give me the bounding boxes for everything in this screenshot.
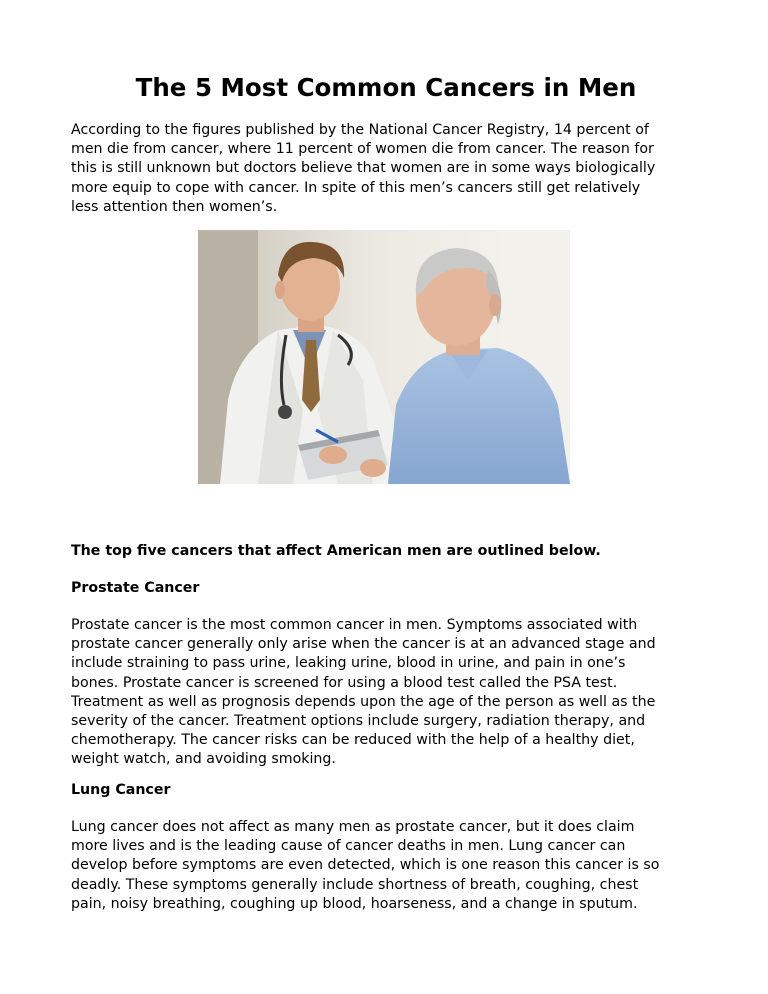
- section-body-lung: Lung cancer does not affect as many men as prostate cancer, but it does claim more lives and is the leading cause of cancer deaths in men. Lung cancer can develop before symptoms are even detected, which is one reason this cancer is so deadly. These symptoms generally include shortness of breath, coughing, chest pain, noisy breathing, coughing up blood, hoarseness, and a change in sputum.: [71, 819, 660, 912]
- section-body-prostate: Prostate cancer is the most common cancer in men. Symptoms associated with prostate cancer generally only arise when the cancer is at an advanced stage and include straining to pass urine, leaking urine, blood in urine, and pain in one’s bones. Prostate cancer is screened for using a blood test called the PSA test. Treatment as well as prognosis depends upon the age of the person as well as the severity of the cancer. Treatment options include surgery, radiation therapy, and chemotherapy. The cancer risks can be reduced with the help of a healthy diet, weight watch, and avoiding smoking.: [71, 617, 656, 768]
- lead-heading: The top five cancers that affect American men are outlined below.: [71, 543, 601, 559]
- intro-paragraph: According to the figures published by the National Cancer Registry, 14 percent of men die from cancer, where 11 percent of women die from cancer. The reason for this is still unknown but doctors believe that women are in some ways biologically more equip to cope with cancer. In spite of this men’s cancers still get relatively less attention then women’s.: [71, 122, 656, 215]
- section-heading-prostate: Prostate Cancer: [71, 580, 200, 596]
- doctor-patient-photo: [198, 230, 570, 484]
- page-title: The 5 Most Common Cancers in Men: [135, 73, 637, 102]
- section-heading-lung: Lung Cancer: [71, 782, 171, 798]
